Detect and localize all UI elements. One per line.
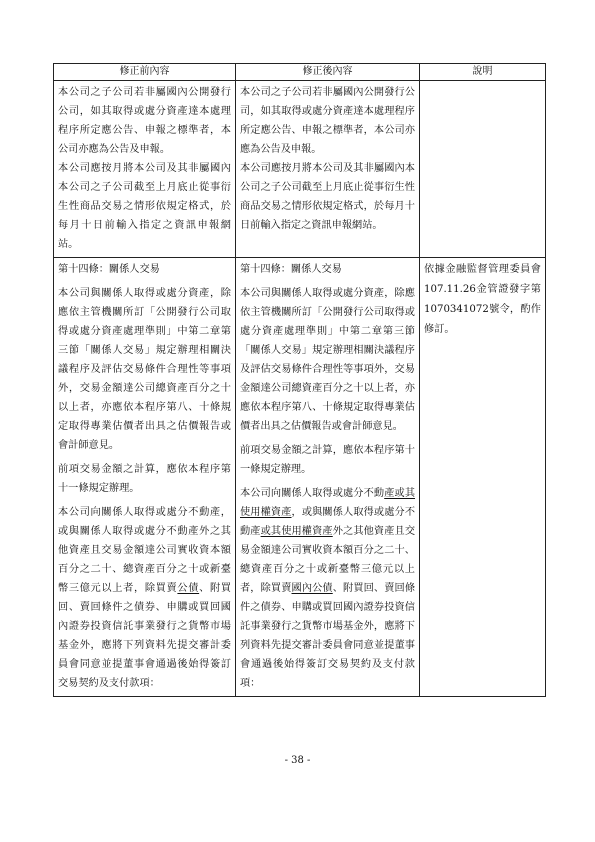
table-row: [54, 258, 546, 697]
text-run: 本公司向關係人取得或處分不動產，或與關係人取得或處分不動產外之其他資產且交易金額達公司實收資本額百分之二十、總資產百分之十或新臺幣三億元以上者，除買賣: [58, 507, 231, 594]
cell-note: [420, 81, 546, 258]
table-header-row: [54, 64, 546, 81]
underlined-text: 公債: [177, 583, 200, 594]
paragraph: 本公司之子公司若非屬國內公開發行公司，如其取得或處分資產達本處理程序所定應公告、申報之標準者，本公司亦應為公告及申報。: [58, 87, 231, 155]
page-number: - 38 -: [284, 755, 311, 766]
underlined-text: 或其使用權資產: [260, 526, 333, 537]
cell-before: [54, 81, 236, 258]
paragraph: 前項交易金額之計算，應依本程序第十一條規定辦理。: [240, 445, 415, 475]
header-after: 修正後內容: [236, 64, 420, 81]
paragraph: 本公司之子公司若非屬國內公開發行公司，如其取得或處分資產達本處理程序所定應公告、申報之標準者，本公司亦應為公告及申報。: [240, 87, 415, 155]
paragraph: [240, 484, 415, 693]
underlined-text: 國內公債: [291, 583, 333, 594]
cell-after: [236, 258, 420, 697]
underlined-text: 產或其使用權資產: [240, 488, 416, 518]
paragraph: 本公司與關係人取得或處分資產，除應依主管機關所訂「公開發行公司取得或處分資產處理準則」中第二章第三節「關係人交易」規定辦理相關決議程序及評估交易條件合理性等事項外，交易金額達公司總資產百分之十以上者，亦應依本程序第八、十條規定取得專業估價者出具之估價報告或會計師意見。: [240, 288, 415, 432]
cell-before: [54, 258, 236, 697]
article-title: 第十四條：關係人交易: [58, 264, 160, 275]
cell-note: [420, 258, 546, 697]
text-run: 本公司向關係人取得或處分不動: [240, 488, 385, 499]
text-run: 、附買回、賣回條件之債券、申購或買回國內證券投資信託事業發行之貨幣市場基金外，應將下列資料先提交審計委員會同意並提董事會通過後始得簽訂交易契約及支付款項：: [58, 583, 232, 689]
cell-after: [236, 81, 420, 258]
header-note: 說明: [420, 64, 546, 81]
paragraph: 本公司應按月將本公司及其非屬國內本公司之子公司截至上月底止從事衍生性商品交易之情形依規定格式，於每月十日前輸入指定之資訊申報網站。: [58, 163, 231, 250]
paragraph: [58, 503, 231, 693]
text-run: ，或與關係人取得或處分不動產: [240, 507, 416, 537]
text-run: 外之其他資產且交易金額達公司實收資本額百分之二十、總資產百分之十或新臺幣三億元以上者，除買賣: [240, 526, 416, 594]
article-title: 第十四條：關係人交易: [240, 264, 342, 275]
note-text: 依據金融監督管理委員會107.11.26金管證發字第1070341072號令，酌作修訂。: [424, 264, 541, 335]
comparison-table: [53, 63, 546, 697]
text-run: 、附買回、賣回條件之債券、申購或買回國內證券投資信託事業發行之貨幣市場基金外，應將下列資料先提交審計委員會同意並提董事會通過後始得簽訂交易契約及支付款項：: [240, 583, 416, 689]
paragraph: 本公司應按月將本公司及其非屬國內本公司之子公司截至上月底止從事衍生性商品交易之情形依規定格式，於每月十日前輸入指定之資訊申報網站。: [240, 163, 415, 231]
table-row: [54, 81, 546, 258]
paragraph: 前項交易金額之計算，應依本程序第十一條規定辦理。: [58, 464, 231, 494]
paragraph: 本公司與關係人取得或處分資產，除應依主管機關所訂「公開發行公司取得或處分資產處理準則」中第二章第三節「關係人交易」規定辦理相關決議程序及評估交易條件合理性等事項外，交易金額達公司總資產百分之十以上者，亦應依本程序第八、十條規定取得專業估價者出具之估價報告或會計師意見。: [58, 288, 231, 451]
header-before: 修正前內容: [54, 64, 236, 81]
